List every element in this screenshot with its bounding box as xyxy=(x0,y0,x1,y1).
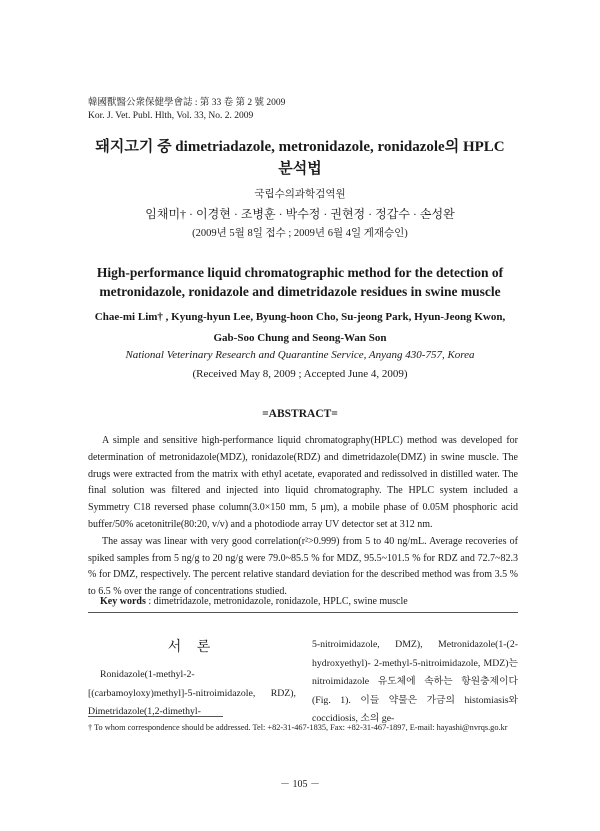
korean-title xyxy=(60,136,540,180)
korean-received-date: (2009년 5월 8일 접수 ; 2009년 6월 4일 게재승인) xyxy=(192,228,408,239)
section-divider xyxy=(88,612,518,613)
english-received-date: (Received May 8, 2009 ; Accepted June 4, 2009) xyxy=(192,368,408,380)
abstract-body xyxy=(88,433,518,601)
abstract-paragraph-1: A simple and sensitive high-performance liquid chromatography(HPLC) method was developed for determination of metronidazole(MDZ), ronidazole(RDZ) and dimetridazole(DMZ) in swine muscle. The drugs were extracted from the matrix with ethyl acetate, evaporated and redissolved in distilled water. The final solution was filtered and injected into liquid chromatography. The HPLC system included a Symmetry C18 reversed phase column(3.0×150 mm, 5 μm), a mobile phase of 0.05M phosphoric acid buffer/50% acetonitrile(80:20, v/v) and a photodiode array UV detector set at 312 nm. xyxy=(88,435,518,530)
footnote-divider xyxy=(88,716,223,717)
english-authors-line2: Gab-Soo Chung and Seong-Wan Son xyxy=(213,332,387,344)
english-authors-line1: Chae-mi Lim† , Kyung-hyun Lee, Byung-hoon Cho, Su-jeong Park, Hyun-Jeong Kwon, xyxy=(94,311,506,323)
english-title xyxy=(80,263,520,301)
journal-line-english: Kor. J. Vet. Publ. Hlth, Vol. 33, No. 2. 2009 xyxy=(88,111,254,121)
keywords-text: : dimetridazole, metronidazole, ronidazole, HPLC, swine muscle xyxy=(145,596,408,607)
keywords-label: Key words xyxy=(100,596,146,607)
introduction-heading: 서 론 xyxy=(167,640,217,655)
page-number: － 105 － xyxy=(280,779,320,790)
korean-title-line2: 분석법 xyxy=(278,161,322,177)
abstract-heading: =ABSTRACT= xyxy=(262,408,338,420)
keywords xyxy=(100,596,408,607)
abstract-paragraph-2: The assay was linear with very good correlation(r²>0.999) from 5 to 40 ng/mL. Average recoveries of spiked samples from 5 ng/g to 20 ng/g were 79.0~85.5 % for MDZ, 95.5~101.5 % for RDZ and 72.7~82.3 % for DMZ, respectively. The percent relative standard deviation for the described method was from 3.5 % to 6.5 % over the range of concentrations studied. xyxy=(88,535,518,598)
english-institution: National Veterinary Research and Quarantine Service, Anyang 430-757, Korea xyxy=(125,349,475,361)
english-title-line1: High-performance liquid chromatographic method for the detection of xyxy=(96,265,504,280)
introduction-right-column: 5-nitroimidazole, DMZ), Metronidazole(1-(2-hydroxyethyl)- 2-methyl-5-nitroimidazole, MDZ)는 nitroimidazole 유도체에 속하는 항원충제이다(Fig. 1). 이들 약물은 가금의 histomiasis와 coccidiosis, 소의 ge- xyxy=(312,639,518,724)
journal-line-korean: 韓國獸醫公衆保健學會誌 : 第 33 卷 第 2 號 2009 xyxy=(88,98,286,108)
correspondence-footnote: † To whom correspondence should be addressed. Tel: +82-31-467-1835, Fax: +82-31-467-1897, E-mail: hayashi@nvrqs.go.kr xyxy=(88,723,508,732)
korean-authors: 임채미† · 이경현 · 조병훈 · 박수정 · 권현정 · 정갑수 · 손성완 xyxy=(145,207,455,221)
introduction-left-column: Ronidazole(1-methyl-2-[(carbamoyloxy)methyl]-5-nitroimidazole, RDZ), Dimetridazole(1,2-dimethyl- xyxy=(88,669,296,717)
korean-title-line1: 돼지고기 중 dimetriadazole, metronidazole, ronidazole의 HPLC xyxy=(95,139,505,155)
english-authors xyxy=(60,307,540,349)
journal-header xyxy=(88,97,285,123)
korean-institution: 국립수의과학검역원 xyxy=(254,189,346,200)
english-title-line2: metronidazole, ronidazole and dimetridazole residues in swine muscle xyxy=(99,284,501,299)
